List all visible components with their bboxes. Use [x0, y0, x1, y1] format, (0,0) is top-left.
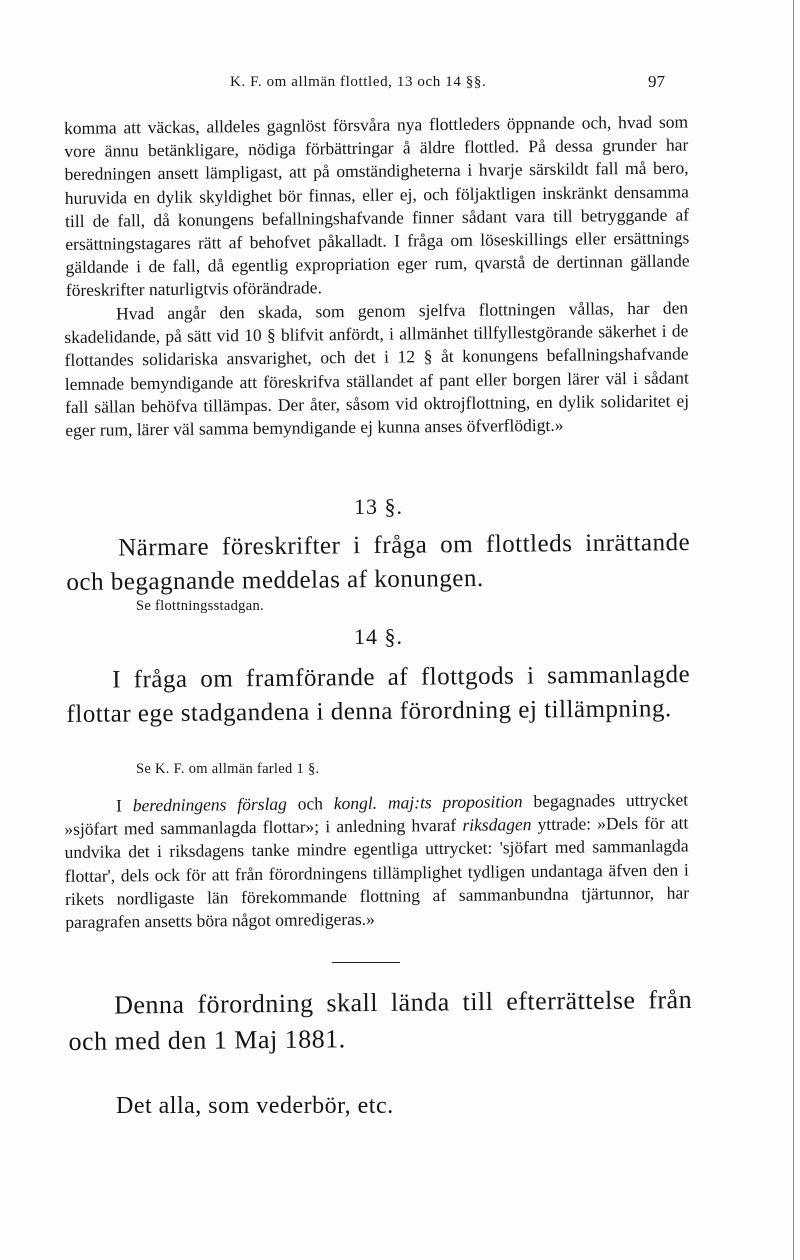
commentary-start: I	[116, 795, 133, 816]
page-edge-line	[793, 0, 794, 1260]
commentary-italic-proposition: kongl. maj:ts proposition	[333, 791, 523, 814]
commentary-mid-1: och	[286, 793, 334, 814]
commentary-italic-beredningens-forslag: beredningens förslag	[132, 793, 287, 816]
section-divider-rule	[332, 962, 400, 963]
body-paragraph-1: komma att väckas, alldeles gagnlöst försvåra nya flottleders öppnande och, hvad som vore ännu betänkligare, nödiga förbättringar å äldre flottled. På dessa grunder har beredningen ansett lämpligast, att på omständigheterna i hvarje särskildt fall må bero, huruvida en dylik skyldighet bör finnas, eller ej, och följaktligen inskränkt densamma till de fall, då konungens befallningshafvande finner sådant vara till betryggande af ersättningstagares rätt af behofvet påkalladt. I fråga om löseskillings eller ersättnings gäldande i de fall, då egentlig expropriation eger rum, qvarstå de dertinnan gällande föreskrifter naturligtvis oförändrade.	[64, 111, 690, 301]
closing-formula: Det alla, som vederbör, etc.	[116, 1093, 394, 1119]
section-14-reference: Se K. F. om allmän farled 1 §.	[136, 761, 320, 777]
commentary-mid-2: begagnades uttrycket »sjöfart med sammanlagda flottar»; i anledning hvaraf	[64, 789, 689, 840]
commentary-paragraph	[64, 788, 689, 934]
section-13-reference: Se flottningsstadgan.	[136, 598, 264, 614]
commentary-end: yttrade: »Dels för att undvika det i riksdagens tanke mindre egentliga uttrycket: 'sjöfart med sammanlagda flottar', dels ock för att från förordningens tillämplighet tydligen undantaga äfven den i rikets nordligaste län förekommande flottning af sammanbundna tjärtunnor, har paragrafen ansetts böra något omredigeras.»	[64, 812, 690, 933]
enactment-clause: Denna förordning skall lända till efterrättelse från och med den 1 Maj 1881.	[68, 985, 693, 1056]
commentary-italic-riksdagen: riksdagen	[462, 814, 532, 836]
section-14-text: I fråga om framförande af flottgods i sammanlagde flottar ege stadgandena i denna förordning ej tillämpning.	[66, 661, 691, 728]
section-13-text: Närmare föreskrifter i fråga om flottleds inrättande och begagnande meddelas af konungen.	[66, 529, 691, 596]
page-number: 97	[648, 72, 665, 91]
body-paragraph-2: Hvad angår den skada, som genom sjelfva flottningen vållas, har den skadelidande, på sätt vid 10 § blifvit anfördt, i allmänhet tillfyllestgörande säkerhet i de flottandes solidariska ansvarighet, och det i 12 § åt konungens befallningshafvande lemnade bemyndigande att föreskrifva ställandet af pant eller borgen lärer väl i sådant fall sällan behöfva tillämpas. Der åter, såsom vid oktrojflottning, en dylik solidaritet ej eger rum, lärer väl samma bemyndigande ej kunna anses öfverflödigt.»	[64, 297, 690, 441]
running-header: K. F. om allmän flottled, 13 och 14 §§.	[230, 74, 487, 90]
section-13-heading: 13 §.	[354, 494, 403, 519]
section-14-heading: 14 §.	[354, 624, 403, 649]
